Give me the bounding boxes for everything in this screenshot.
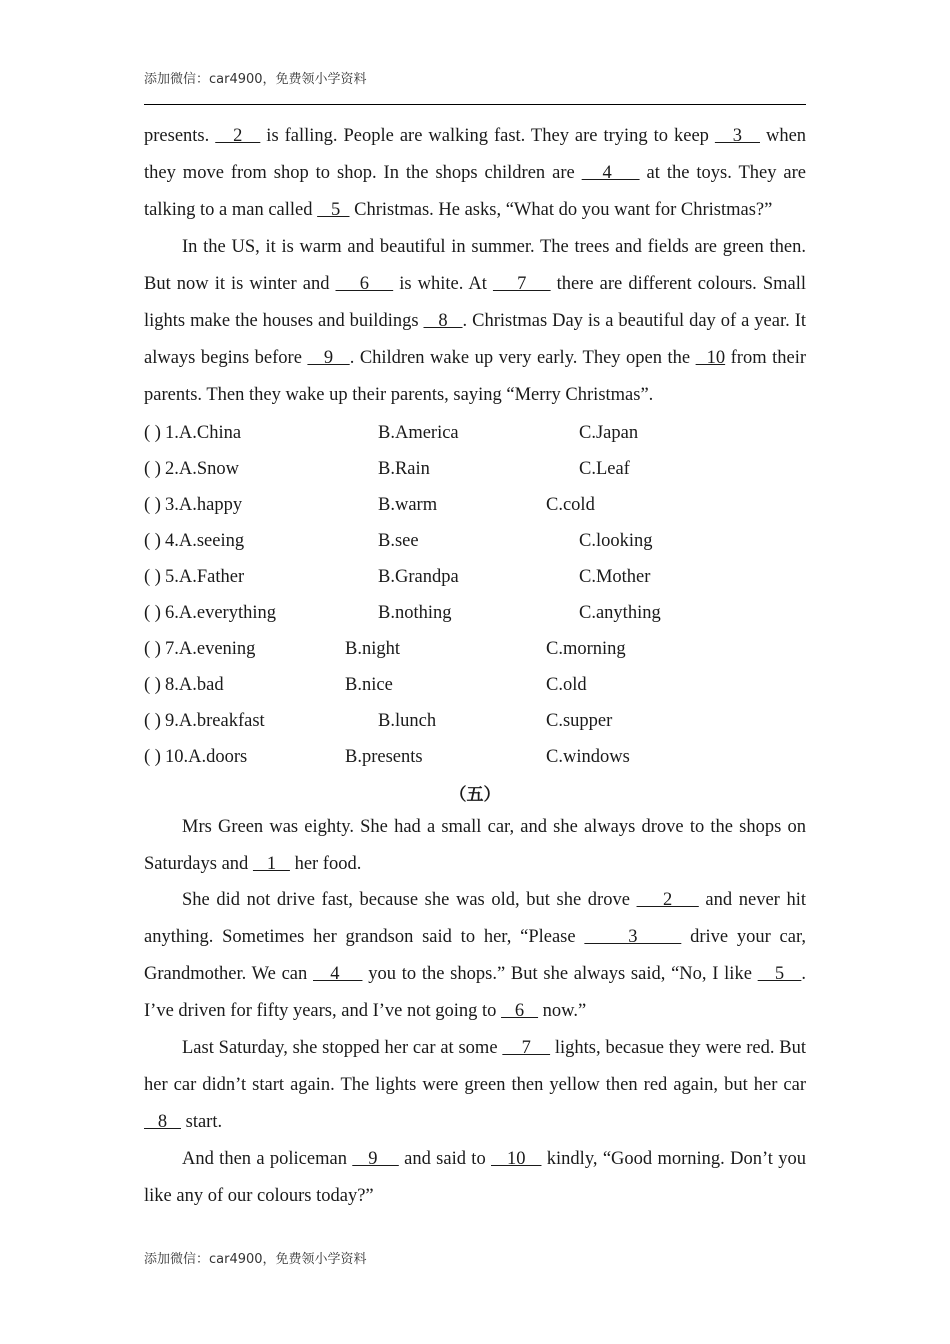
option-a: 6.A.everything — [165, 603, 276, 623]
option-c: C.Mother — [579, 567, 651, 587]
header-note: 添加微信：car4900，免费领小学资料 — [144, 72, 367, 87]
blank-10: 10 — [695, 348, 726, 368]
answer-bracket[interactable]: ( ) — [144, 495, 161, 515]
option-c: C.Japan — [579, 423, 639, 443]
answer-bracket[interactable]: ( ) — [144, 747, 161, 767]
passage5-paragraph-1 — [144, 809, 806, 883]
option-row-6 — [144, 595, 806, 631]
blank-9: 9 — [352, 1149, 399, 1169]
option-b: B.nice — [345, 675, 393, 695]
option-a: 2.A.Snow — [165, 459, 240, 479]
blank-9: 9 — [307, 348, 350, 368]
option-row-1 — [144, 415, 806, 451]
text-run: and never hit anything. Sometimes her grandson said to her, “Please — [144, 890, 806, 947]
text-run: at the toys. They are talking to a man called — [144, 163, 807, 220]
blank-8: 8 — [423, 311, 463, 331]
text-run: start. — [181, 1112, 223, 1132]
option-row-5 — [144, 559, 806, 595]
text-run: is falling. People are walking fast. They are trying to keep — [260, 126, 715, 146]
blank-5: 5 — [757, 964, 802, 984]
option-c: C.anything — [579, 603, 661, 623]
option-b: B.see — [378, 531, 419, 551]
text-run: now.” — [538, 1001, 587, 1021]
option-row-7 — [144, 631, 806, 667]
text-run: Last Saturday, she stopped her car at some — [182, 1038, 503, 1058]
option-a: 4.A.seeing — [165, 531, 245, 551]
footer-note: 添加微信：car4900，免费领小学资料 — [144, 1252, 367, 1267]
answer-bracket[interactable]: ( ) — [144, 459, 161, 479]
text-run: She did not drive fast, because she was old, but she drove — [182, 890, 637, 910]
text-run: from their parents. Then they wake up their parents, saying “Merry Christmas”. — [144, 348, 806, 405]
header-rule — [144, 104, 806, 105]
option-c: C.morning — [546, 639, 626, 659]
blank-3: 3 — [714, 126, 760, 146]
blank-4: 4 — [313, 964, 363, 984]
blank-3: 3 — [584, 927, 682, 947]
text-run: . Children wake up very early. They open the — [349, 348, 696, 368]
text-run: lights, becasue they were red. But her car didn’t start again. The lights were green then yellow then red again, but her car — [144, 1038, 806, 1095]
answer-bracket[interactable]: ( ) — [144, 639, 161, 659]
blank-1: 1 — [252, 854, 290, 874]
option-b: B.Rain — [378, 459, 430, 479]
option-c: C.windows — [546, 747, 630, 767]
option-a: 8.A.bad — [165, 675, 224, 695]
blank-6: 6 — [501, 1001, 539, 1021]
blank-6: 6 — [335, 274, 394, 294]
text-run: her food. — [289, 854, 362, 874]
text-run: when they move from shop to shop. In the shops children are — [144, 126, 807, 183]
text-run: kindly, “Good morning. Don’t you like any of our colours today?” — [144, 1149, 807, 1206]
text-run: there are different colours. Small lights make the houses and buildings — [144, 274, 807, 331]
blank-5: 5 — [317, 200, 350, 220]
option-b: B.lunch — [378, 711, 437, 731]
option-row-8 — [144, 667, 806, 703]
answer-bracket[interactable]: ( ) — [144, 567, 161, 587]
passage5-paragraph-3 — [144, 1030, 806, 1141]
option-a: 9.A.breakfast — [165, 711, 265, 731]
answer-bracket[interactable]: ( ) — [144, 423, 161, 443]
option-c: C.looking — [579, 531, 653, 551]
option-c: C.supper — [546, 711, 613, 731]
option-b: B.nothing — [378, 603, 452, 623]
blank-7: 7 — [492, 274, 551, 294]
option-c: C.old — [546, 675, 587, 695]
blank-2: 2 — [636, 890, 699, 910]
option-a: 5.A.Father — [165, 567, 245, 587]
text-run: . Christmas Day is a beautiful day of a year. It always begins before — [144, 311, 806, 368]
answer-bracket[interactable]: ( ) — [144, 531, 161, 551]
option-b: B.warm — [378, 495, 438, 515]
answer-bracket[interactable]: ( ) — [144, 711, 161, 731]
option-a: 7.A.evening — [165, 639, 256, 659]
option-a: 10.A.doors — [165, 747, 248, 767]
passage5-paragraph-4 — [144, 1141, 806, 1215]
option-c: C.Leaf — [579, 459, 630, 479]
blank-8: 8 — [144, 1112, 181, 1132]
option-c: C.cold — [546, 495, 595, 515]
text-run: Mrs Green was eighty. She had a small car, and she always drove to the shops on Saturdays and — [144, 817, 806, 874]
passage5-paragraph-2 — [144, 882, 806, 1030]
text-run: drive your car, Grandmother. We can — [144, 927, 807, 984]
option-row-4 — [144, 523, 806, 559]
option-row-9 — [144, 703, 806, 739]
text-run: Christmas. He asks, “What do you want for Christmas?” — [349, 200, 773, 220]
option-a: 3.A.happy — [165, 495, 243, 515]
blank-10: 10 — [491, 1149, 542, 1169]
blank-2: 2 — [215, 126, 261, 146]
text-run: And then a policeman — [182, 1149, 353, 1169]
option-b: B.America — [378, 423, 459, 443]
passage4-paragraph-1 — [144, 118, 806, 229]
section-title: （五） — [449, 785, 501, 805]
option-b: B.night — [345, 639, 400, 659]
text-run: is white. At — [393, 274, 493, 294]
text-run: In the US, it is warm and beautiful in summer. The trees and fields are green then. But now it is winter and — [144, 237, 806, 294]
option-row-2 — [144, 451, 806, 487]
blank-7: 7 — [502, 1038, 551, 1058]
option-row-10 — [144, 739, 806, 775]
answer-bracket[interactable]: ( ) — [144, 675, 161, 695]
text-run: presents. — [144, 126, 216, 146]
option-row-3 — [144, 487, 806, 523]
answer-bracket[interactable]: ( ) — [144, 603, 161, 623]
text-run: and said to — [398, 1149, 492, 1169]
text-run: . I’ve driven for fifty years, and I’ve not going to — [144, 964, 806, 1021]
option-b: B.Grandpa — [378, 567, 459, 587]
option-a: 1.A.China — [165, 423, 242, 443]
blank-4: 4 — [581, 163, 640, 183]
option-b: B.presents — [345, 747, 423, 767]
text-run: you to the shops.” But she always said, “No, I like — [362, 964, 758, 984]
passage4-paragraph-2 — [144, 229, 806, 414]
